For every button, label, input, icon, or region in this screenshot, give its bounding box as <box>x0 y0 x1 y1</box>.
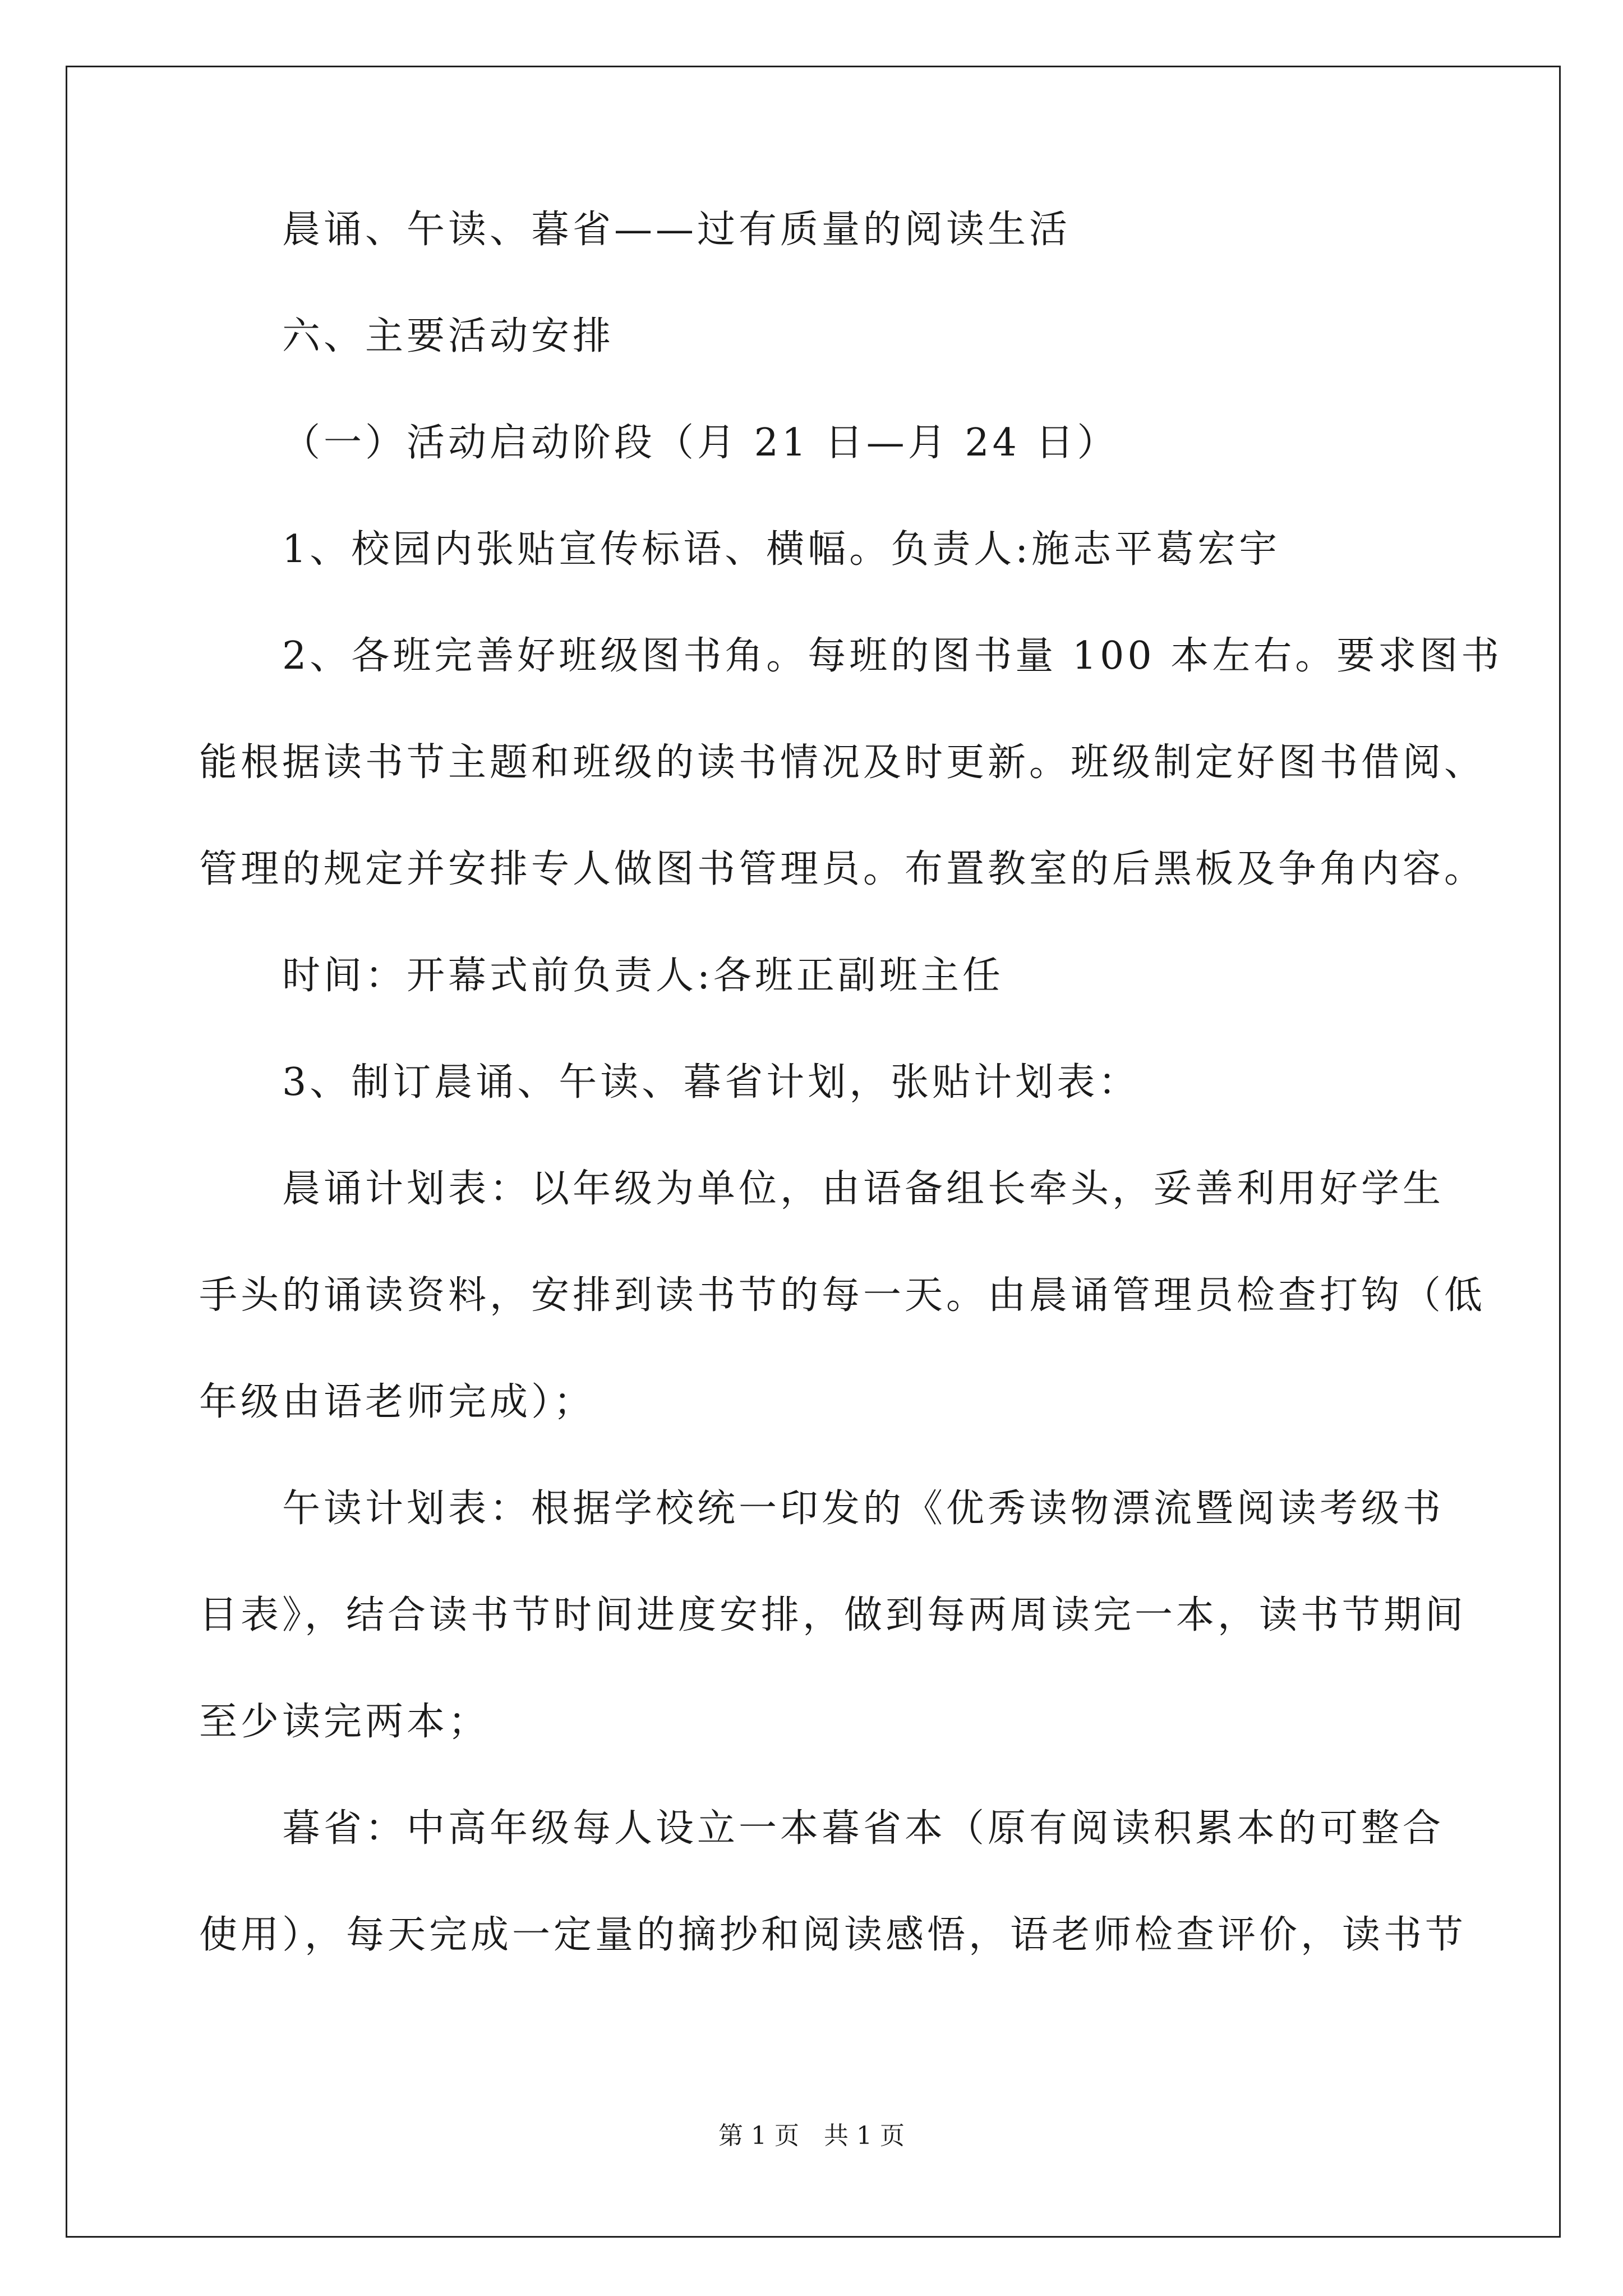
paragraph-line: 时间：开幕式前负责人:各班正副班主任 <box>282 954 1004 998</box>
paragraph-line: 暮省：中高年级每人设立一本暮省本（原有阅读积累本的可整合 <box>282 1806 1445 1851</box>
paragraph-line: 2、各班完善好班级图书角。每班的图书量 100 本左右。要求图书 <box>282 634 1503 678</box>
section-heading: 六、主要活动安排 <box>282 314 615 358</box>
paragraph-line: 午读计划表：根据学校统一印发的《优秀读物漂流暨阅读考级书 <box>282 1487 1445 1531</box>
paragraph-line: 至少读完两本； <box>199 1700 490 1744</box>
paragraph-line: 管理的规定并安排专人做图书管理员。布置教室的后黑板及争角内容。 <box>199 847 1486 891</box>
page-border <box>66 66 1561 2238</box>
paragraph-line: 晨诵、午读、暮省——过有质量的阅读生活 <box>282 208 1071 252</box>
paragraph-line: 3、制订晨诵、午读、暮省计划，张贴计划表： <box>282 1060 1140 1105</box>
subsection-heading: （一）活动启动阶段（月 21 日—月 24 日） <box>282 421 1119 465</box>
paragraph-line: 1、校园内张贴宣传标语、横幅。负责人:施志平葛宏宇 <box>282 527 1281 572</box>
paragraph-line: 目表》，结合读书节时间进度安排，做到每两周读完一本，读书节期间 <box>199 1593 1467 1637</box>
page-number-footer: 第 1 页 共 1 页 <box>718 2122 905 2150</box>
paragraph-line: 手头的诵读资料，安排到读书节的每一天。由晨诵管理员检查打钩（低 <box>199 1273 1486 1318</box>
paragraph-line: 使用），每天完成一定量的摘抄和阅读感悟，语老师检查评价，读书节 <box>199 1913 1467 1957</box>
paragraph-line: 晨诵计划表：以年级为单位，由语备组长牵头，妥善利用好学生 <box>282 1167 1445 1211</box>
paragraph-line: 能根据读书节主题和班级的读书情况及时更新。班级制定好图书借阅、 <box>199 740 1486 785</box>
paragraph-line: 年级由语老师完成）； <box>199 1380 596 1424</box>
